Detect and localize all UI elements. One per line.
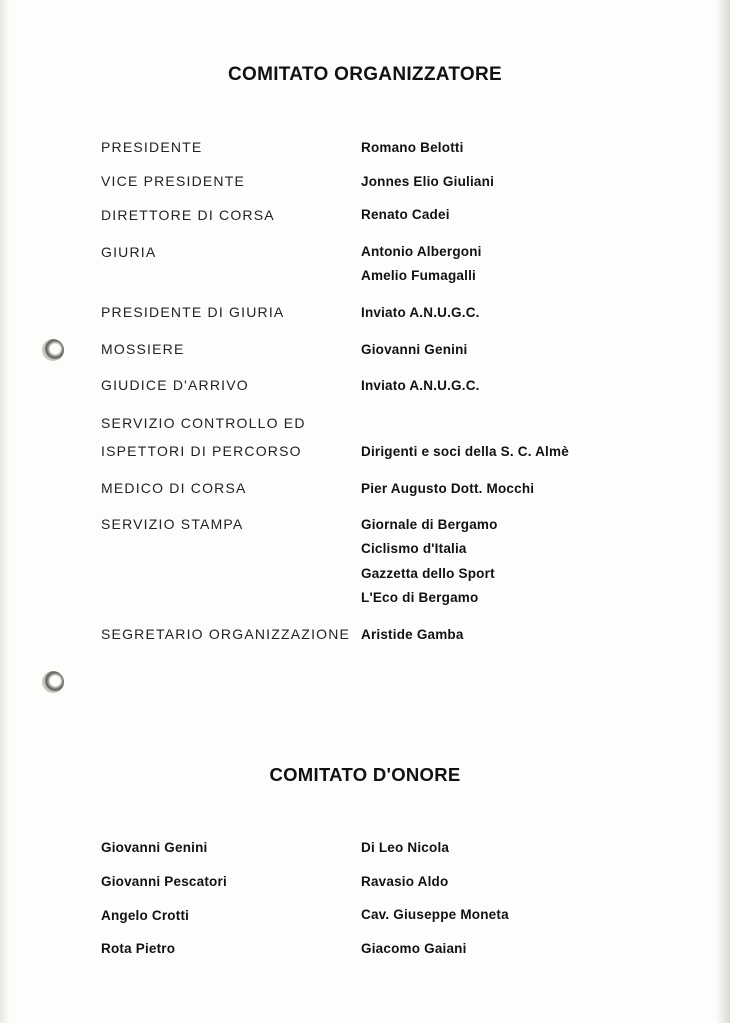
role-label: GIUDICE D'ARRIVO xyxy=(101,377,249,393)
punch-hole-icon xyxy=(42,339,64,361)
member-name: Giovanni Genini xyxy=(361,342,468,357)
honor-member-name: Giovanni Pescatori xyxy=(101,874,227,889)
member-name: Pier Augusto Dott. Mocchi xyxy=(361,481,535,496)
member-name: Inviato A.N.U.G.C. xyxy=(361,305,480,320)
page-edge-right xyxy=(716,0,730,1023)
member-name: Gazzetta dello Sport xyxy=(361,566,495,581)
role-label: VICE PRESIDENTE xyxy=(101,173,246,189)
honor-member-name: Cav. Giuseppe Moneta xyxy=(361,907,509,922)
member-name: Jonnes Elio Giuliani xyxy=(361,174,495,189)
role-label: MOSSIERE xyxy=(101,341,185,357)
punch-hole-icon xyxy=(42,671,64,693)
role-label: SERVIZIO CONTROLLO ED xyxy=(101,415,306,431)
role-label: PRESIDENTE DI GIURIA xyxy=(101,304,285,320)
honor-member-name: Ravasio Aldo xyxy=(361,874,449,889)
honor-member-name: Di Leo Nicola xyxy=(361,840,450,855)
member-name: Inviato A.N.U.G.C. xyxy=(361,378,480,393)
page-edge-left xyxy=(0,0,10,1023)
honor-member-name: Giacomo Gaiani xyxy=(361,941,467,956)
member-name: Romano Belotti xyxy=(361,140,464,155)
honor-member-name: Angelo Crotti xyxy=(101,908,190,923)
role-label: SEGRETARIO ORGANIZZAZIONE xyxy=(101,626,351,642)
member-name: Amelio Fumagalli xyxy=(361,268,476,283)
role-label: DIRETTORE DI CORSA xyxy=(101,207,275,223)
member-name: Dirigenti e soci della S. C. Almè xyxy=(361,444,569,459)
role-label: GIURIA xyxy=(101,244,157,260)
role-label: PRESIDENTE xyxy=(101,139,203,155)
member-name: Aristide Gamba xyxy=(361,627,464,642)
role-label: ISPETTORI DI PERCORSO xyxy=(101,443,302,459)
role-label: SERVIZIO STAMPA xyxy=(101,516,244,532)
member-name: L'Eco di Bergamo xyxy=(361,590,479,605)
member-name: Antonio Albergoni xyxy=(361,244,482,259)
member-name: Giornale di Bergamo xyxy=(361,517,498,532)
honor-member-name: Giovanni Genini xyxy=(101,840,208,855)
member-name: Ciclismo d'Italia xyxy=(361,541,467,556)
honor-committee-title: COMITATO D'ONORE xyxy=(269,764,461,785)
member-name: Renato Cadei xyxy=(361,207,450,222)
honor-member-name: Rota Pietro xyxy=(101,941,176,956)
organizing-committee-title: COMITATO ORGANIZZATORE xyxy=(228,64,502,85)
role-label: MEDICO DI CORSA xyxy=(101,480,247,496)
